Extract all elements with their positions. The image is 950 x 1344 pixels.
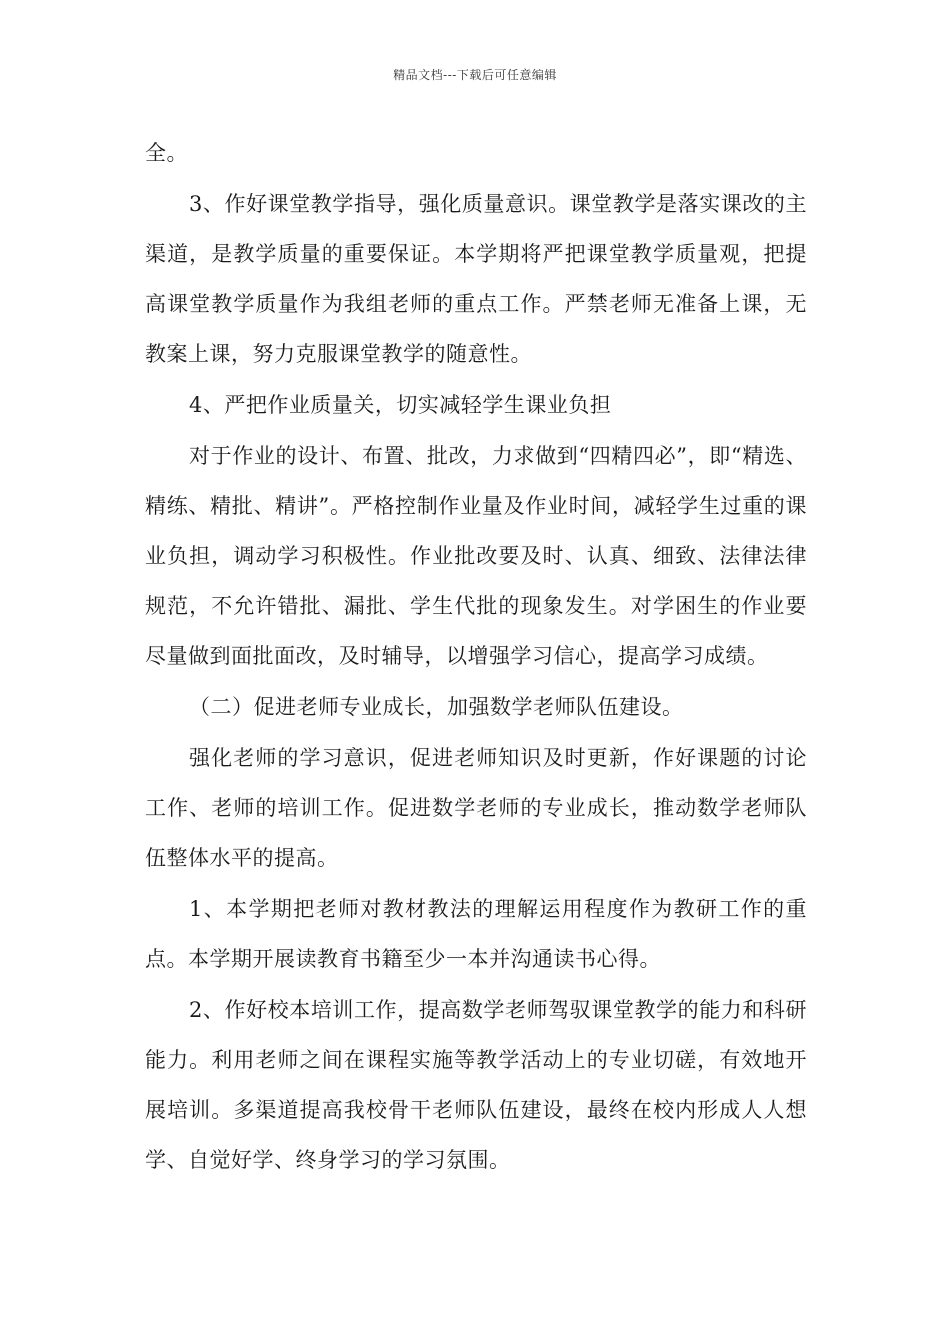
paragraph-item-4-heading: 4、严把作业质量关，切实减轻学生课业负担 [189, 393, 612, 417]
paragraph-item-1: 1、本学期把老师对教材教法的理解运用程度作为教研工作的重点。本学期开展读教育书籍至少一本并沟通读书心得。 [145, 897, 807, 971]
paragraph-item-2: 2、作好校本培训工作，提高数学老师驾驭课堂教学的能力和科研能力。利用老师之间在课程实施等教学活动上的专业切磋，有效地开展培训。多渠道提高我校骨干老师队伍建设，最终在校内形成人人想学、自觉好学、终身学习的学习氛围。 [145, 998, 807, 1172]
section-heading-two: （二）促进老师专业成长，加强数学老师队伍建设。 [189, 695, 684, 719]
paragraph-continuation: 全。 [145, 141, 188, 165]
paragraph-learning-awareness: 强化老师的学习意识，促进老师知识及时更新，作好课题的讨论工作、老师的培训工作。促进数学老师的专业成长，推动数学老师队伍整体水平的提高。 [145, 746, 807, 870]
paragraph-item-3: 3、作好课堂教学指导，强化质量意识。课堂教学是落实课改的主渠道，是教学质量的重要保证。本学期将严把课堂教学质量观，把提高课堂教学质量作为我组老师的重点工作。严禁老师无准备上课，无教案上课，努力克服课堂教学的随意性。 [145, 192, 807, 366]
page-header: 精品文档---下载后可任意编辑 [393, 68, 557, 82]
paragraph-homework: 对于作业的设计、布置、批改，力求做到“四精四必”，即“精选、精练、精批、精讲”。严格控制作业量及作业时间，减轻学生过重的课业负担，调动学习积极性。作业批改要及时、认真、细致、法律法律规范，不允许错批、漏批、学生代批的现象发生。对学困生的作业要尽量做到面批面改，及时辅导，以增强学习信心，提高学习成绩。 [145, 444, 807, 668]
document-body [145, 128, 807, 1186]
